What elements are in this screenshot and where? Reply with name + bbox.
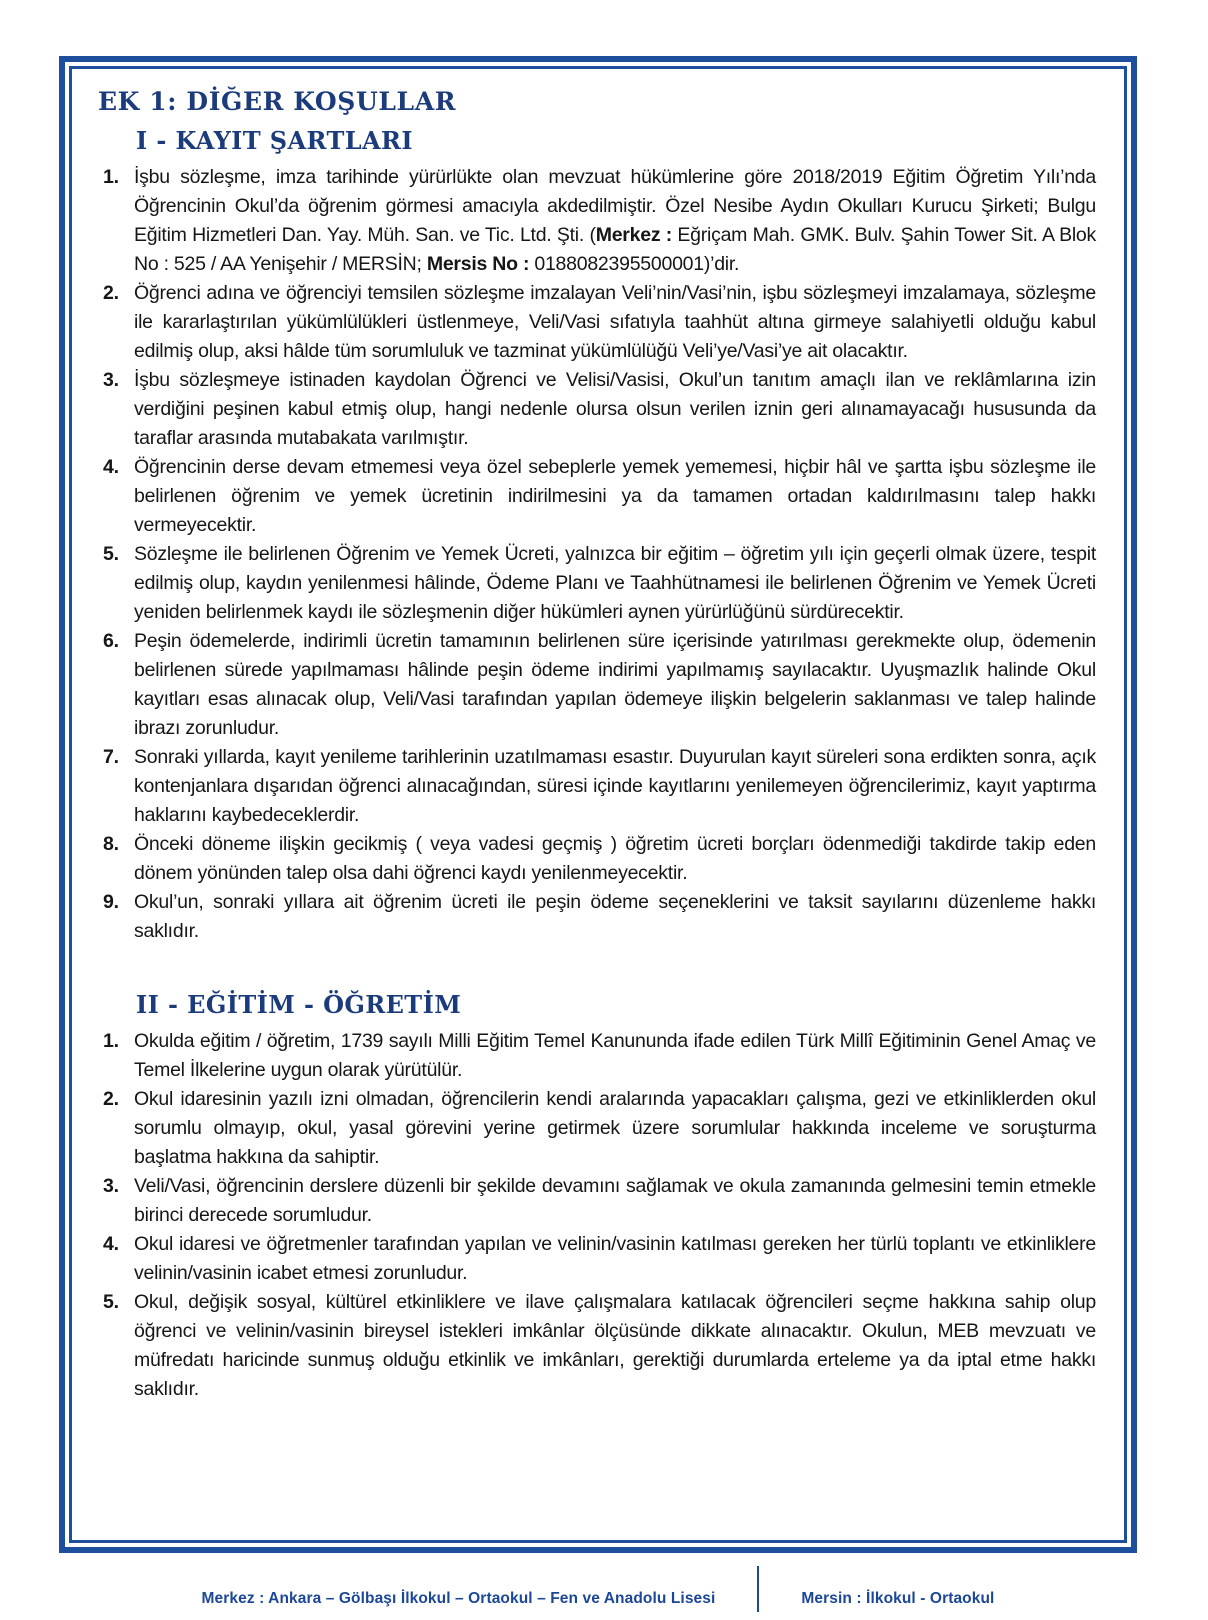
footer-mersin-text: Mersin : İlkokul - Ortaokul <box>801 1590 995 1607</box>
numbered-list <box>98 163 1096 946</box>
item-number: 4. <box>103 456 119 478</box>
item-number: 8. <box>103 833 119 855</box>
item-text: İşbu sözleşme, imza tarihinde yürürlükte olan mevzuat hükümlerine göre 2018/2019 Eğitim Öğretim Yılı’nda Öğrencinin Okul’da öğrenim görmesi amacıyla akdedilmiştir. Özel Nesibe Aydın Okulları Kurucu Şirketi; Bulgu Eğitim Hizmetleri Dan. Yay. Müh. San. ve Tic. Ltd. Şti. (Merkez : Eğriçam Mah. GMK. Bulv. Şahin Tower Sit. A Blok No : 525 / AA Yenişehir / MERSİN; Mersis No : 0188082395500001)’dir. <box>134 166 1097 275</box>
footer-divider <box>757 1566 759 1612</box>
item-text: Peşin ödemelerde, indirimli ücretin tamamının belirlenen süre içerisinde yatırılması gerekmekte olup, ödemenin belirlenen sürede yapılmaması hâlinde peşin ödeme indirimi yapılmamış sayılacaktır. Uyuşmazlık halinde Okul kayıtları esas alınacak olup, Veli/Vasi tarafından yapılan ödemeye ilişkin belgelerin saklanması ve talep halinde ibrazı zorunludur. <box>134 630 1096 739</box>
section-egitim-ogretim <box>98 990 1096 1404</box>
section-heading: I - KAYIT ŞARTLARI <box>136 126 413 155</box>
item-text: Okul’un, sonraki yıllara ait öğrenim ücreti ile peşin ödeme seçeneklerini ve taksit sayılarını düzenleme hakkı saklıdır. <box>134 891 1096 942</box>
list-item <box>98 1172 1096 1230</box>
section-heading: II - EĞİTİM - ÖĞRETİM <box>136 990 462 1019</box>
item-text: Okul idaresinin yazılı izni olmadan, öğrencilerin kendi aralarında yapacakları çalışma, gezi ve etkinliklerden okul sorumlu olmayıp, okul, yasal görevini yerine getirmek üzere sorumlular hakkında inceleme ve soruşturma başlatma hakkına da sahiptir. <box>134 1088 1096 1168</box>
item-number: 2. <box>103 1088 119 1110</box>
item-number: 2. <box>103 282 119 304</box>
list-item <box>98 743 1096 830</box>
item-number: 3. <box>103 1175 119 1197</box>
item-number: 6. <box>103 630 119 652</box>
item-number: 5. <box>103 1291 119 1313</box>
list-item <box>98 627 1096 743</box>
item-number: 4. <box>103 1233 119 1255</box>
list-item <box>98 163 1096 279</box>
page-frame-inner-border <box>69 66 1127 1543</box>
item-text: Sözleşme ile belirlenen Öğrenim ve Yemek Ücreti, yalnızca bir eğitim – öğretim yılı için geçerli olmak üzere, tespit edilmiş olup, kaydın yenilenmesi hâlinde, Ödeme Planı ve Taahhütnamesi ile belirlenen Öğrenim ve Yemek Ücreti yeniden belirlenmek kaydı ile sözleşmenin diğer hükümleri aynen yürürlüğünü sürdürecektir. <box>134 543 1096 623</box>
item-text: Öğrencinin derse devam etmemesi veya özel sebeplerle yemek yememesi, hiçbir hâl ve şartta işbu sözleşme ile belirlenen öğrenim ve yemek ücretinin indirilmesini ya da tamamen ortadan kaldırılmasını talep hakkı vermeyecektir. <box>134 456 1096 536</box>
numbered-list <box>98 1027 1096 1404</box>
list-item <box>98 888 1096 946</box>
list-item <box>98 540 1096 627</box>
item-text: Okul idaresi ve öğretmenler tarafından yapılan ve velinin/vasinin katılması gereken her türlü toplantı ve etkinliklere velinin/vasinin icabet etmesi zorunludur. <box>134 1233 1096 1284</box>
item-number: 7. <box>103 746 119 768</box>
list-item <box>98 279 1096 366</box>
item-number: 9. <box>103 891 119 913</box>
section-kayit-sartlari <box>98 126 1096 946</box>
item-text: Veli/Vasi, öğrencinin derslere düzenli bir şekilde devamını sağlamak ve okula zamanında gelmesini temin etmekle birinci derecede sorumludur. <box>134 1175 1096 1226</box>
item-number: 1. <box>103 166 119 188</box>
footer-merkez-text: Merkez : Ankara – Gölbaşı İlkokul – Ortaokul – Fen ve Anadolu Lisesi <box>201 1590 716 1607</box>
item-number: 3. <box>103 369 119 391</box>
page-title: EK 1: DİĞER KOŞULLAR <box>98 87 457 116</box>
item-text: Sonraki yıllarda, kayıt yenileme tarihlerinin uzatılmaması esastır. Duyurulan kayıt süreleri sona erdikten sonra, açık kontenjanlara dışarıdan öğrenci alınacağından, süresi içinde kayıtlarını yenilemeyen öğrencilerimiz, kayıt yaptırma haklarını kaybedeceklerdir. <box>134 746 1096 826</box>
list-item <box>98 366 1096 453</box>
list-item <box>98 1288 1096 1404</box>
item-text: İşbu sözleşmeye istinaden kaydolan Öğrenci ve Velisi/Vasisi, Okul’un tanıtım amaçlı ilan ve reklâmlarına izin verdiğini peşinen kabul etmiş olup, hangi nedenle olursa olsun verilen iznin geri alınamayacağı hususunda da taraflar arasında mutabakata varılmıştır. <box>134 369 1096 449</box>
list-item <box>98 1085 1096 1172</box>
page-footer <box>59 1560 1137 1612</box>
list-item <box>98 830 1096 888</box>
item-text: Öğrenci adına ve öğrenciyi temsilen sözleşme imzalayan Veli’nin/Vasi’nin, işbu sözleşmeyi imzalamaya, sözleşme ile kararlaştırılan yükümlülükleri üstlenmeye, Veli/Vasi sıfatıyla taahhüt altına girmeye salahiyetli olduğu kabul edilmiş olup, aksi hâlde tüm sorumluluk ve tazminat yükümlülüğü Veli’ye/Vasi’ye ait olacaktır. <box>134 282 1096 362</box>
item-number: 1. <box>103 1030 119 1052</box>
item-number: 5. <box>103 543 119 565</box>
list-item <box>98 1230 1096 1288</box>
item-text: Önceki döneme ilişkin gecikmiş ( veya vadesi geçmiş ) öğretim ücreti borçları ödenmediği takdirde takip eden dönem yönünden talep olsa dahi öğrenci kaydı yenilenmeyecektir. <box>134 833 1096 884</box>
item-text: Okul, değişik sosyal, kültürel etkinliklere ve ilave çalışmalara katılacak öğrencileri seçme hakkına sahip olup öğrenci ve velinin/vasinin bireysel istekleri imkânlar ölçüsünde dikkate alınacaktır. Okulun, MEB mevzuatı ve müfredatı haricinde sunmuş olduğu etkinlik ve imkânları, gerektiği durumlarda erteleme ya da iptal etme hakkı saklıdır. <box>134 1291 1096 1400</box>
item-text: Okulda eğitim / öğretim, 1739 sayılı Milli Eğitim Temel Kanununda ifade edilen Türk Millî Eğitiminin Genel Amaç ve Temel İlkelerine uygun olarak yürütülür. <box>134 1030 1096 1081</box>
page-frame-border <box>59 56 1137 1553</box>
list-item <box>98 453 1096 540</box>
list-item <box>98 1027 1096 1085</box>
